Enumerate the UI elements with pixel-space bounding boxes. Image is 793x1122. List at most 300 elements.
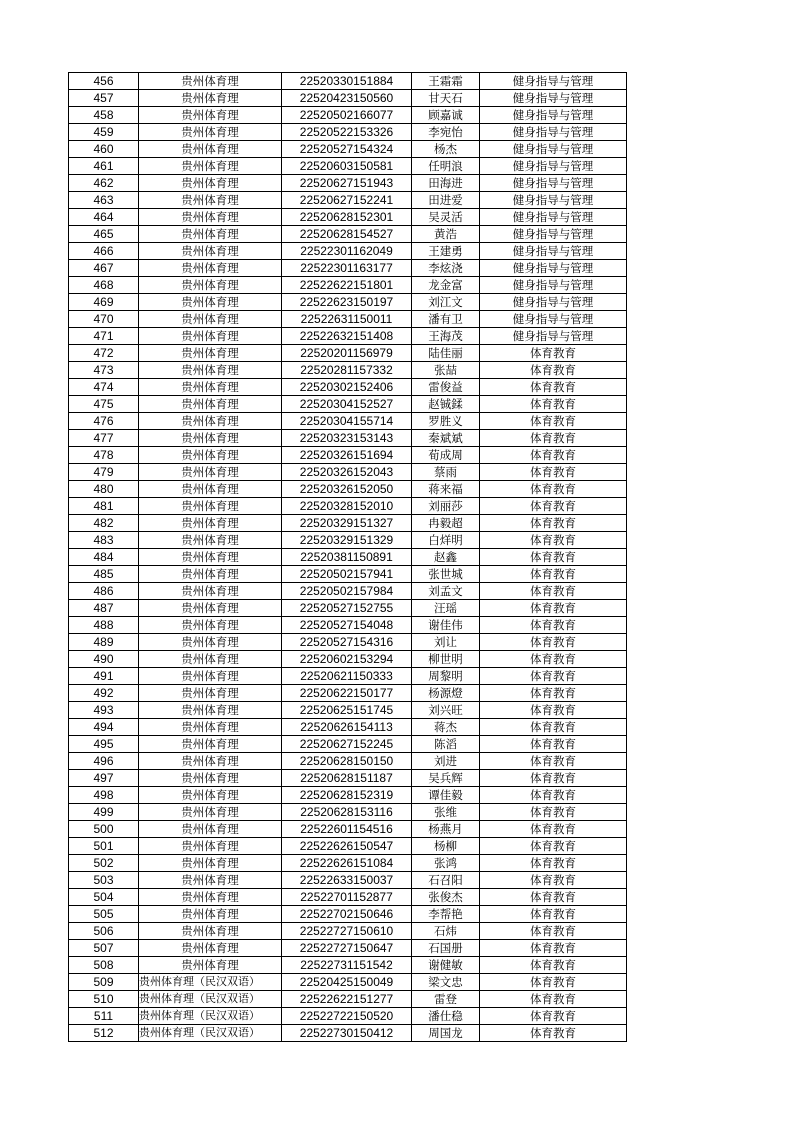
table-row [69,328,627,345]
school-name: 贵州体育理 [139,328,282,345]
table-row [69,260,627,277]
student-name: 王海茂 [412,328,480,345]
exam-id: 22520381150891 [282,549,412,566]
row-number: 494 [69,719,139,736]
row-number: 469 [69,294,139,311]
table-row [69,940,627,957]
exam-id: 22520326151694 [282,447,412,464]
major-name: 体育教育 [480,668,627,685]
table-row [69,906,627,923]
exam-id: 22522601154516 [282,821,412,838]
row-number: 490 [69,651,139,668]
exam-id: 22520621150333 [282,668,412,685]
exam-id: 22520622150177 [282,685,412,702]
school-name: 贵州体育理 [139,702,282,719]
row-number: 458 [69,107,139,124]
row-number: 461 [69,158,139,175]
table-row [69,957,627,974]
student-name: 吴兵辉 [412,770,480,787]
major-name: 健身指导与管理 [480,260,627,277]
row-number: 509 [69,974,139,991]
student-name: 张喆 [412,362,480,379]
school-name: 贵州体育理 [139,226,282,243]
school-name: 贵州体育理 [139,855,282,872]
row-number: 475 [69,396,139,413]
school-name: 贵州体育理 [139,141,282,158]
row-number: 476 [69,413,139,430]
student-name: 谢健敏 [412,957,480,974]
school-name: 贵州体育理 [139,345,282,362]
row-number: 501 [69,838,139,855]
table-row [69,532,627,549]
major-name: 体育教育 [480,362,627,379]
major-name: 体育教育 [480,685,627,702]
row-number: 456 [69,73,139,90]
exam-id: 22520627152245 [282,736,412,753]
major-name: 体育教育 [480,549,627,566]
table-row [69,770,627,787]
student-name: 张俊杰 [412,889,480,906]
major-name: 健身指导与管理 [480,90,627,107]
school-name: 贵州体育理 [139,515,282,532]
major-name: 体育教育 [480,974,627,991]
major-name: 健身指导与管理 [480,209,627,226]
exam-id: 22520423150560 [282,90,412,107]
major-name: 体育教育 [480,719,627,736]
school-name: 贵州体育理 [139,838,282,855]
student-name: 张鸿 [412,855,480,872]
student-name: 杨柳 [412,838,480,855]
table-row [69,430,627,447]
row-number: 512 [69,1025,139,1042]
major-name: 体育教育 [480,702,627,719]
student-name: 蒋来福 [412,481,480,498]
major-name: 体育教育 [480,600,627,617]
row-number: 483 [69,532,139,549]
major-name: 体育教育 [480,906,627,923]
school-name: 贵州体育理 [139,566,282,583]
student-name: 周黎明 [412,668,480,685]
major-name: 体育教育 [480,889,627,906]
table-row [69,464,627,481]
table-row [69,804,627,821]
row-number: 457 [69,90,139,107]
school-name: 贵州体育理 [139,107,282,124]
student-name: 谢佳伟 [412,617,480,634]
table-row [69,481,627,498]
exam-id: 22520628152301 [282,209,412,226]
table-row [69,991,627,1008]
exam-id: 22522631150011 [282,311,412,328]
row-number: 502 [69,855,139,872]
row-number: 492 [69,685,139,702]
student-name: 梁文忠 [412,974,480,991]
table-row [69,226,627,243]
student-name: 张世城 [412,566,480,583]
table-row [69,838,627,855]
exam-id: 22520603150581 [282,158,412,175]
major-name: 体育教育 [480,923,627,940]
school-name: 贵州体育理 [139,260,282,277]
major-name: 体育教育 [480,566,627,583]
school-name: 贵州体育理 [139,651,282,668]
school-name: 贵州体育理（民汉双语） [139,1008,282,1025]
student-name: 刘兴旺 [412,702,480,719]
table-row [69,651,627,668]
school-name: 贵州体育理 [139,889,282,906]
school-name: 贵州体育理 [139,90,282,107]
table-row [69,362,627,379]
major-name: 体育教育 [480,872,627,889]
row-number: 496 [69,753,139,770]
table-row [69,889,627,906]
school-name: 贵州体育理 [139,413,282,430]
major-name: 体育教育 [480,838,627,855]
table-row [69,702,627,719]
table-row [69,141,627,158]
row-number: 488 [69,617,139,634]
row-number: 460 [69,141,139,158]
table-row [69,192,627,209]
row-number: 500 [69,821,139,838]
major-name: 体育教育 [480,583,627,600]
exam-id: 22522727150610 [282,923,412,940]
student-name: 任明浪 [412,158,480,175]
school-name: 贵州体育理 [139,906,282,923]
major-name: 体育教育 [480,821,627,838]
student-name: 刘进 [412,753,480,770]
major-name: 健身指导与管理 [480,73,627,90]
school-name: 贵州体育理 [139,583,282,600]
exam-id: 22520326152050 [282,481,412,498]
table-row [69,90,627,107]
table-row [69,566,627,583]
row-number: 479 [69,464,139,481]
student-name: 罗胜义 [412,413,480,430]
student-name: 吴灵活 [412,209,480,226]
exam-id: 22522626151084 [282,855,412,872]
student-name: 柳世明 [412,651,480,668]
table-row [69,175,627,192]
major-name: 健身指导与管理 [480,294,627,311]
student-name: 冉毅超 [412,515,480,532]
major-name: 体育教育 [480,532,627,549]
exam-id: 22520302152406 [282,379,412,396]
table-row [69,1008,627,1025]
exam-id: 22522623150197 [282,294,412,311]
major-name: 体育教育 [480,1025,627,1042]
major-name: 体育教育 [480,379,627,396]
table-row [69,855,627,872]
school-name: 贵州体育理 [139,192,282,209]
school-name: 贵州体育理 [139,73,282,90]
table-row [69,617,627,634]
student-name: 黄浩 [412,226,480,243]
major-name: 健身指导与管理 [480,328,627,345]
student-name: 雷登 [412,991,480,1008]
row-number: 498 [69,787,139,804]
major-name: 健身指导与管理 [480,226,627,243]
school-name: 贵州体育理 [139,787,282,804]
major-name: 体育教育 [480,345,627,362]
student-name: 甘天石 [412,90,480,107]
exam-id: 22520323153143 [282,430,412,447]
school-name: 贵州体育理 [139,617,282,634]
student-name: 刘江文 [412,294,480,311]
school-name: 贵州体育理 [139,940,282,957]
table-row [69,311,627,328]
school-name: 贵州体育理 [139,600,282,617]
school-name: 贵州体育理 [139,668,282,685]
school-name: 贵州体育理 [139,719,282,736]
major-name: 健身指导与管理 [480,141,627,158]
exam-id: 22520304155714 [282,413,412,430]
student-name: 顾嘉诚 [412,107,480,124]
major-name: 体育教育 [480,498,627,515]
table-row [69,294,627,311]
table-row [69,787,627,804]
table-row [69,736,627,753]
student-name: 李帮艳 [412,906,480,923]
exam-id: 22522722150520 [282,1008,412,1025]
admission-list-table [68,72,627,1042]
exam-id: 22520326152043 [282,464,412,481]
row-number: 491 [69,668,139,685]
major-name: 体育教育 [480,634,627,651]
major-name: 健身指导与管理 [480,175,627,192]
student-name: 李宛怡 [412,124,480,141]
row-number: 467 [69,260,139,277]
row-number: 507 [69,940,139,957]
row-number: 465 [69,226,139,243]
major-name: 体育教育 [480,413,627,430]
row-number: 485 [69,566,139,583]
table-row [69,719,627,736]
table-body [69,73,627,1042]
exam-id: 22520628151187 [282,770,412,787]
exam-id: 22520330151884 [282,73,412,90]
exam-id: 22520628152319 [282,787,412,804]
major-name: 体育教育 [480,515,627,532]
major-name: 体育教育 [480,617,627,634]
table-row [69,277,627,294]
school-name: 贵州体育理 [139,124,282,141]
exam-id: 22520329151329 [282,532,412,549]
school-name: 贵州体育理（民汉双语） [139,974,282,991]
table-row [69,872,627,889]
table-row [69,396,627,413]
exam-id: 22520527154316 [282,634,412,651]
row-number: 466 [69,243,139,260]
student-name: 张维 [412,804,480,821]
student-name: 杨燕月 [412,821,480,838]
row-number: 504 [69,889,139,906]
student-name: 荀成周 [412,447,480,464]
student-name: 石炜 [412,923,480,940]
school-name: 贵州体育理 [139,549,282,566]
row-number: 493 [69,702,139,719]
row-number: 499 [69,804,139,821]
table-row [69,73,627,90]
exam-id: 22522301162049 [282,243,412,260]
exam-id: 22522730150412 [282,1025,412,1042]
row-number: 508 [69,957,139,974]
student-name: 陈滔 [412,736,480,753]
table-row [69,974,627,991]
exam-id: 22522632151408 [282,328,412,345]
table-row [69,634,627,651]
student-name: 潘仕稳 [412,1008,480,1025]
row-number: 506 [69,923,139,940]
school-name: 贵州体育理 [139,923,282,940]
school-name: 贵州体育理（民汉双语） [139,991,282,1008]
major-name: 体育教育 [480,464,627,481]
exam-id: 22520425150049 [282,974,412,991]
student-name: 刘让 [412,634,480,651]
school-name: 贵州体育理 [139,481,282,498]
table-row [69,124,627,141]
school-name: 贵州体育理 [139,447,282,464]
major-name: 健身指导与管理 [480,277,627,294]
student-name: 龙金富 [412,277,480,294]
table-row [69,600,627,617]
exam-id: 22520304152527 [282,396,412,413]
school-name: 贵州体育理 [139,209,282,226]
table-row [69,685,627,702]
major-name: 体育教育 [480,787,627,804]
table-row [69,821,627,838]
school-name: 贵州体育理 [139,736,282,753]
major-name: 体育教育 [480,770,627,787]
student-name: 谭佳毅 [412,787,480,804]
school-name: 贵州体育理 [139,311,282,328]
row-number: 481 [69,498,139,515]
table-row [69,1025,627,1042]
row-number: 486 [69,583,139,600]
table-row [69,107,627,124]
major-name: 健身指导与管理 [480,311,627,328]
exam-id: 22520522153326 [282,124,412,141]
school-name: 贵州体育理 [139,634,282,651]
exam-id: 22520329151327 [282,515,412,532]
major-name: 体育教育 [480,481,627,498]
table-row [69,923,627,940]
row-number: 489 [69,634,139,651]
row-number: 503 [69,872,139,889]
row-number: 497 [69,770,139,787]
student-name: 雷俊益 [412,379,480,396]
major-name: 体育教育 [480,430,627,447]
row-number: 478 [69,447,139,464]
school-name: 贵州体育理 [139,498,282,515]
student-name: 潘有卫 [412,311,480,328]
school-name: 贵州体育理 [139,464,282,481]
major-name: 体育教育 [480,957,627,974]
major-name: 体育教育 [480,804,627,821]
student-name: 杨源燈 [412,685,480,702]
major-name: 体育教育 [480,396,627,413]
school-name: 贵州体育理 [139,175,282,192]
row-number: 470 [69,311,139,328]
exam-id: 22522727150647 [282,940,412,957]
school-name: 贵州体育理 [139,821,282,838]
exam-id: 22520502157984 [282,583,412,600]
major-name: 健身指导与管理 [480,158,627,175]
exam-id: 22520328152010 [282,498,412,515]
table-row [69,158,627,175]
row-number: 473 [69,362,139,379]
table-row [69,753,627,770]
student-name: 蔡雨 [412,464,480,481]
table-row [69,447,627,464]
school-name: 贵州体育理 [139,243,282,260]
student-name: 田海进 [412,175,480,192]
school-name: 贵州体育理 [139,294,282,311]
row-number: 484 [69,549,139,566]
exam-id: 22520602153294 [282,651,412,668]
exam-id: 22522626150547 [282,838,412,855]
row-number: 474 [69,379,139,396]
student-name: 杨杰 [412,141,480,158]
exam-id: 22522701152877 [282,889,412,906]
row-number: 482 [69,515,139,532]
table-row [69,413,627,430]
school-name: 贵州体育理 [139,362,282,379]
exam-id: 22520527154324 [282,141,412,158]
table-row [69,498,627,515]
major-name: 健身指导与管理 [480,192,627,209]
school-name: 贵州体育理（民汉双语） [139,1025,282,1042]
major-name: 健身指导与管理 [480,107,627,124]
student-name: 李炫浇 [412,260,480,277]
exam-id: 22520527154048 [282,617,412,634]
exam-id: 22520628153116 [282,804,412,821]
table-row [69,345,627,362]
exam-id: 22522622151277 [282,991,412,1008]
student-name: 田进爱 [412,192,480,209]
row-number: 468 [69,277,139,294]
table-row [69,668,627,685]
table-row [69,583,627,600]
exam-id: 22520201156979 [282,345,412,362]
school-name: 贵州体育理 [139,957,282,974]
exam-id: 22520627152241 [282,192,412,209]
major-name: 体育教育 [480,855,627,872]
exam-id: 22520626154113 [282,719,412,736]
school-name: 贵州体育理 [139,872,282,889]
exam-id: 22522702150646 [282,906,412,923]
school-name: 贵州体育理 [139,685,282,702]
row-number: 472 [69,345,139,362]
row-number: 462 [69,175,139,192]
exam-id: 22520502166077 [282,107,412,124]
student-name: 石国册 [412,940,480,957]
major-name: 体育教育 [480,991,627,1008]
exam-id: 22522633150037 [282,872,412,889]
student-name: 蒋杰 [412,719,480,736]
exam-id: 22520628154527 [282,226,412,243]
school-name: 贵州体育理 [139,158,282,175]
school-name: 贵州体育理 [139,396,282,413]
student-name: 王霜霜 [412,73,480,90]
table-row [69,243,627,260]
student-name: 周国龙 [412,1025,480,1042]
row-number: 511 [69,1008,139,1025]
major-name: 体育教育 [480,736,627,753]
major-name: 体育教育 [480,447,627,464]
student-name: 刘丽莎 [412,498,480,515]
school-name: 贵州体育理 [139,430,282,447]
